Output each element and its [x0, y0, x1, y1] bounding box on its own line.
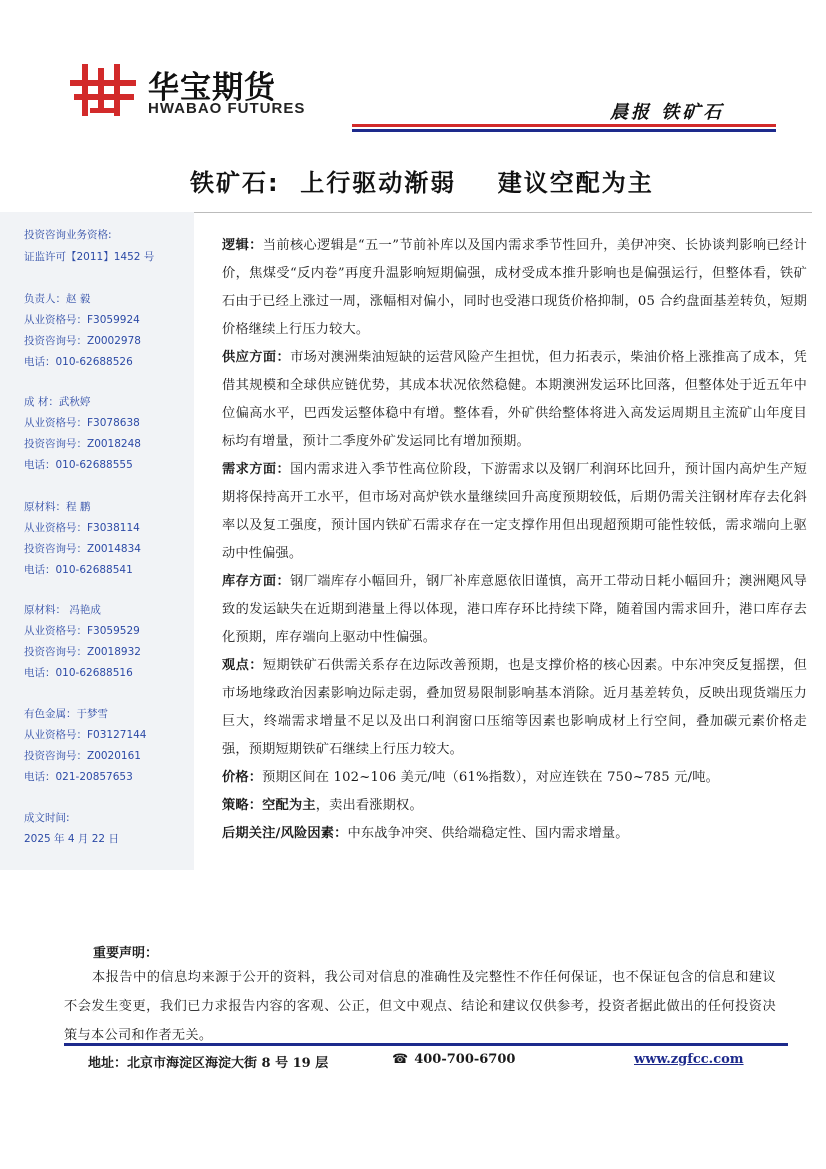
sidebar-line: 电话：010-62688526	[24, 356, 133, 368]
sidebar-line: 2025 年 4 月 22 日	[24, 833, 119, 845]
sidebar-line: 从业资格号：F3059529	[24, 625, 140, 637]
sidebar-line: 电话：010-62688555	[24, 459, 133, 471]
view-label: 观点：	[222, 658, 263, 673]
sidebar-line: 电话：010-62688516	[24, 667, 133, 679]
sidebar-line: 投资咨询号：Z0018248	[24, 438, 141, 450]
demand-paragraph	[222, 456, 807, 568]
sidebar-line: 从业资格号：F03127144	[24, 729, 147, 741]
sidebar-line: 电话：010-62688541	[24, 564, 133, 576]
price-label: 价格：	[222, 770, 263, 785]
inventory-label: 库存方面：	[222, 574, 291, 589]
sidebar-line: 投资咨询号：Z0018932	[24, 646, 141, 658]
price-paragraph	[222, 764, 807, 792]
sidebar-line: 从业资格号：F3038114	[24, 522, 140, 534]
supply-label: 供应方面：	[222, 350, 291, 365]
footer-address: 地址：北京市海淀区海淀大街 8 号 19 层	[88, 1056, 329, 1071]
strategy-bold: 空配为主	[262, 798, 316, 813]
analyst-sidebar	[0, 212, 194, 870]
sidebar-line: 投资咨询业务资格:	[24, 229, 112, 241]
sidebar-line: 原材料：程 鹏	[24, 501, 91, 513]
inventory-paragraph	[222, 568, 807, 652]
logic-label: 逻辑：	[222, 238, 263, 253]
sidebar-line: 原材料： 冯艳成	[24, 604, 101, 616]
sidebar-line: 有色金属：于梦雪	[24, 708, 108, 720]
footer-website-link[interactable]: www.zgfcc.com	[634, 1052, 744, 1067]
company-logo	[68, 62, 318, 122]
sidebar-line: 成文时间:	[24, 812, 70, 824]
risk-text: 中东战争冲突、供给端稳定性、国内需求增量。	[347, 826, 629, 841]
footer-phone	[392, 1052, 515, 1067]
header-divider-blue	[352, 129, 776, 132]
disclaimer-text: 本报告中的信息均来源于公开的资料，我公司对信息的准确性及完整性不作任何保证，也不保证包含的信息和建议不会发生变更，我们已力求报告内容的客观、公正，但文中观点、结论和建议仅供参考，投资者据此做出的任何投资决策与本公司和作者无关。	[64, 970, 776, 1043]
sidebar-line: 证监许可【2011】1452 号	[24, 251, 155, 263]
hwabao-logo-icon	[68, 62, 140, 118]
logic-text: 当前核心逻辑是“五一”节前补库以及国内需求季节性回升，美伊冲突、长协谈判影响已经计价，焦煤受“反内卷”再度升温影响短期偏强，成材受成本推升影响也是偏强运行，但整体看，铁矿石由于已经上涨过一周，涨幅相对偏小，同时也受港口现货价格抑制，05 合约盘面基差转负，短期价格继续上行压力较大。	[222, 238, 807, 337]
sidebar-line: 投资咨询号：Z0002978	[24, 335, 141, 347]
header-divider-red	[352, 124, 776, 127]
risk-paragraph	[222, 820, 807, 848]
report-body	[222, 232, 807, 848]
sidebar-line: 投资咨询号：Z0014834	[24, 543, 141, 555]
sidebar-line: 电话：021-20857653	[24, 771, 133, 783]
telephone-icon: ☎	[392, 1052, 409, 1067]
logo-chinese-name: 华宝期货	[148, 70, 276, 106]
sidebar-line: 从业资格号：F3078638	[24, 417, 140, 429]
strategy-paragraph	[222, 792, 807, 820]
supply-text: 市场对澳洲柴油短缺的运营风险产生担忧，但力拓表示，柴油价格上涨推高了成本，凭借其规模和全球供应链优势，其成本状况依然稳健。本期澳洲发运环比回落，但整体处于近五年中位偏高水平，巴西发运整体稳中有增。整体看，外矿供给整体将进入高发运周期且主流矿山年度目标均有增量，预计二季度外矿发运同比有增加预期。	[222, 350, 808, 449]
view-paragraph	[222, 652, 807, 764]
logic-paragraph	[222, 232, 807, 344]
sidebar-line: 投资咨询号：Z0020161	[24, 750, 141, 762]
inventory-text: 钢厂端库存小幅回升，钢厂补库意愿依旧谨慎，高开工带动日耗小幅回升；澳洲飓风导致的发运缺失在近期到港量上得以体现，港口库存环比持续下降，随着国内需求回升，港口库存去化预期，库存端向上驱动中性偏强。	[222, 574, 808, 645]
demand-label: 需求方面：	[222, 462, 291, 477]
disclaimer-title: 重要声明：	[93, 946, 159, 961]
footer-phone-number: 400-700-6700	[414, 1052, 516, 1067]
logo-english-name: HWABAO FUTURES	[148, 100, 306, 117]
strategy-text: ，卖出看涨期权。	[315, 798, 423, 813]
demand-text: 国内需求进入季节性高位阶段，下游需求以及钢厂利润环比回升，预计国内高炉生产短期将保持高开工水平，但市场对高炉铁水量继续回升高度预期较低，后期仍需关注钢材库存去化斜率以及复工强度，预计国内铁矿石需求存在一定支撑作用但出现超预期可能性较低，需求端向上驱动中性偏强。	[222, 462, 808, 561]
risk-label: 后期关注/风险因素：	[222, 826, 348, 841]
supply-paragraph	[222, 344, 807, 456]
report-type: 晨报 铁矿石	[610, 102, 725, 123]
strategy-label: 策略：	[222, 798, 263, 813]
footer-divider	[64, 1043, 788, 1046]
sidebar-line: 从业资格号：F3059924	[24, 314, 140, 326]
page-title: 铁矿石: 上行驱动渐弱 建议空配为主	[190, 169, 654, 197]
price-text: 预期区间在 102~106 美元/吨（61%指数），对应连铁在 750~785 元/吨。	[262, 770, 720, 785]
sidebar-line: 成 材：武秋婷	[24, 396, 91, 408]
sidebar-line: 负责人：赵 毅	[24, 293, 91, 305]
view-text: 短期铁矿石供需关系存在边际改善预期，也是支撑价格的核心因素。中东冲突反复摇摆，但市场地缘政治因素影响边际走弱，叠加贸易限制影响基本消除。近月基差转负，反映出现货端压力巨大，终端需求增量不足以及出口利润窗口压缩等因素也影响成材上行空间，叠加碳元素价格走强，预期短期铁矿石继续上行压力较大。	[222, 658, 808, 757]
